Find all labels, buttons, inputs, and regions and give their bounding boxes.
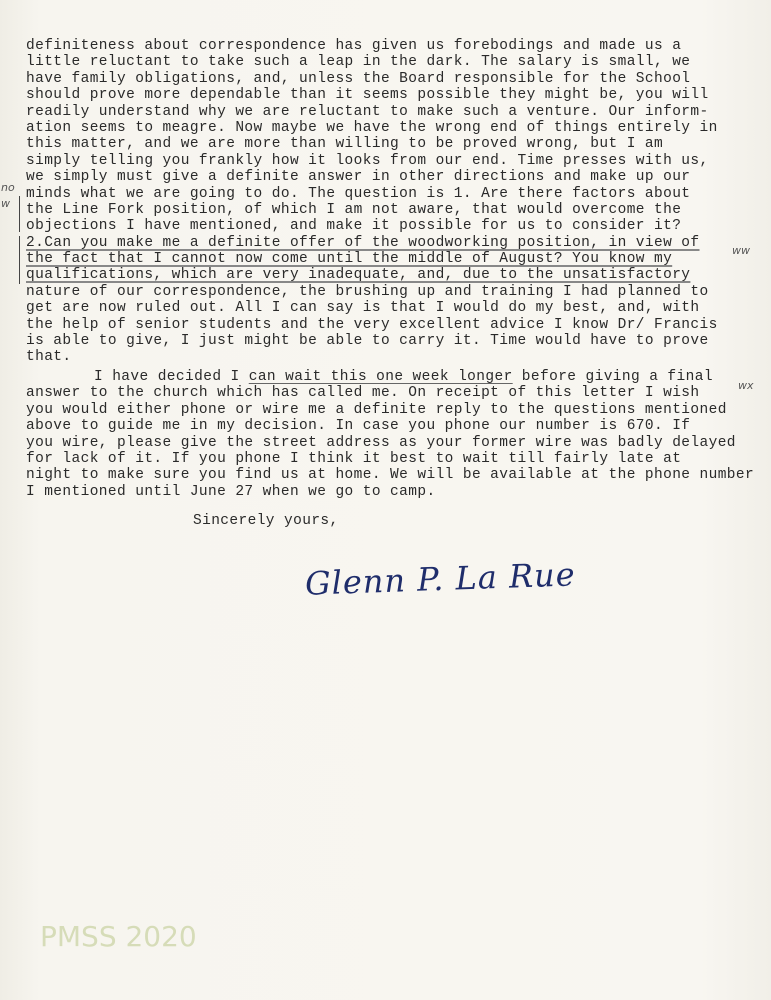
paragraph-2 — [26, 369, 761, 500]
text-line: answer to the church which has called me. On receipt of this letter I wish — [26, 385, 700, 402]
text-line: ation seems to meagre. Now maybe we have the wrong end of things entirely in — [26, 119, 718, 136]
text-line: night to make sure you find us at home. We will be available at the phone number — [26, 467, 755, 484]
text-line: above to guide me in my decision. In case you phone our number is 670. If — [26, 418, 691, 435]
underlined-phrase: can wait this one week longer — [248, 369, 513, 385]
text-line — [26, 369, 761, 385]
text-line: you would either phone or wire me a definite reply to the questions mentioned — [26, 401, 727, 418]
text-segment: before giving a final — [512, 369, 713, 385]
text-line: that. — [26, 349, 72, 366]
margin-note: no — [1, 181, 15, 194]
closing: Sincerely yours, — [193, 513, 339, 529]
text-line: have family obligations, and, unless the Board responsible for the School — [26, 70, 691, 87]
text-line: we simply must give a definite answer in other directions and make up our — [26, 169, 691, 186]
signature: Glenn P. La Rue — [304, 555, 577, 603]
text-line: readily understand why we are reluctant to make such a venture. Our inform- — [26, 103, 709, 120]
margin-note: wx — [738, 379, 754, 392]
text-line: the help of senior students and the very excellent advice I know Dr/ Francis — [26, 316, 718, 333]
text-line: you wire, please give the street address as your former wire was badly delayed — [26, 434, 736, 451]
text-line: qualifications, which are very inadequate, and, due to the unsatisfactory — [26, 267, 691, 284]
margin-note: ww — [732, 244, 750, 257]
text-line: the Line Fork position, of which I am not aware, that would overcome the — [26, 201, 682, 218]
text-line: definiteness about correspondence has given us forebodings and made us a — [26, 38, 682, 54]
text-line: for lack of it. If you phone I think it best to wait till fairly late at — [26, 450, 682, 467]
text-line: is able to give, I just might be able to carry it. Time would have to prove — [26, 333, 709, 350]
margin-bracket — [19, 236, 20, 284]
text-line: little reluctant to take such a leap in the dark. The salary is small, we — [26, 54, 691, 71]
text-line: nature of our correspondence, the brushing up and training I had planned to — [26, 283, 709, 300]
margin-note: w — [1, 197, 10, 210]
text-line: this matter, and we are more than willing to be proved wrong, but I am — [26, 136, 664, 153]
margin-bracket — [19, 196, 20, 232]
text-line: should prove more dependable than it seems possible they might be, you will — [26, 87, 709, 104]
text-line: objections I have mentioned, and make it possible for us to consider it? — [26, 218, 682, 235]
text-line: 2.Can you make me a definite offer of the woodworking position, in view of — [26, 234, 700, 251]
text-line: get are now ruled out. All I can say is that I would do my best, and, with — [26, 300, 700, 317]
text-line: minds what we are going to do. The question is 1. Are there factors about — [26, 185, 691, 202]
text-line: I mentioned until June 27 when we go to camp. — [26, 483, 436, 500]
paragraph-1 — [26, 38, 761, 366]
text-line: simply telling you frankly how it looks from our end. Time presses with us, — [26, 152, 709, 169]
text-segment: I have decided I — [94, 369, 249, 385]
text-line: the fact that I cannot now come until the middle of August? You know my — [26, 251, 673, 268]
watermark: PMSS 2020 — [40, 920, 197, 953]
